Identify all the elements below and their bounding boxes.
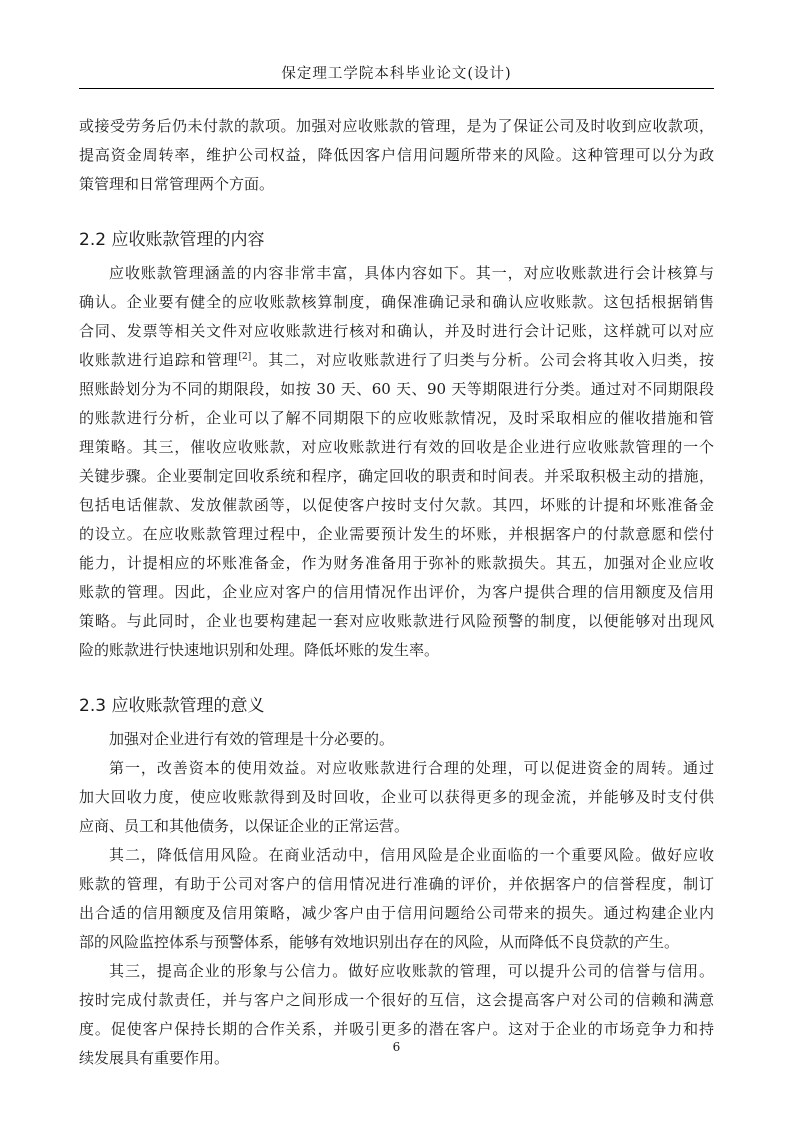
text-line: 第一，改善资本的使用效益。对应收账款进行合理的处理，可以促进资金的周转。通过 [109, 759, 714, 777]
text-line: 合同、发票等相关文件对应收账款进行核对和确认，并及时进行会计记账，这样就可以对应 [79, 322, 714, 340]
text-line [79, 346, 714, 375]
header-rule [79, 88, 714, 89]
text-line: 度。促使客户保持长期的合作关系，并吸引更多的潜在客户。这对于企业的市场竞争力和持 [79, 1020, 714, 1038]
text-span: 。其二，对应收账款进行了归类与分析。公司会将其收入归类，按 [251, 351, 714, 369]
text-line: 部的风险监控体系与预警体系，能够有效地识别出存在的风险，从而降低不良贷款的产生。 [79, 933, 680, 951]
text-line: 策管理和日常管理两个方面。 [79, 175, 275, 193]
text-line: 确认。企业要有健全的应收账款核算制度，确保准确记录和确认应收账款。这包括根据销售 [79, 293, 714, 311]
text-line: 的设立。在应收账款管理过程中，企业需要预计发生的坏账，并根据客户的付款意愿和偿付 [79, 525, 714, 543]
text-line: 出合适的信用额度及信用策略，减少客户由于信用问题给公司带来的损失。通过构建企业内 [79, 904, 714, 922]
section-heading-2-2: 2.2 应收账款管理的内容 [79, 230, 265, 250]
text-line: 关键步骤。企业要制定回收系统和程序，确定回收的职责和时间表。并采取积极主动的措施， [79, 467, 714, 485]
text-line: 加大回收力度，使应收账款得到及时回收，企业可以获得更多的现金流，并能够及时支付供 [79, 788, 714, 806]
text-line: 其三，提高企业的形象与公信力。做好应收账款的管理，可以提升公司的信誉与信用。 [109, 962, 714, 980]
intro-paragraph [79, 112, 714, 199]
section-2-3-paragraph-4 [79, 957, 714, 1073]
text-line: 险的账款进行快速地识别和处理。降低坏账的发生率。 [79, 641, 440, 659]
text-line: 策略。与此同时，企业也要构建起一套对应收账款进行风险预警的制度，以便能够对出现风 [79, 612, 714, 630]
text-line: 按时完成付款责任，并与客户之间形成一个很好的互信，这会提高客户对公司的信赖和满意 [79, 991, 714, 1009]
section-2-3-paragraph-3 [79, 841, 714, 957]
section-2-3-paragraph-1 [79, 725, 714, 754]
text-line: 账款的管理。因此，企业应对客户的信用情况作出评价，为客户提供合理的信用额度及信用 [79, 583, 714, 601]
text-line: 应收账款管理涵盖的内容非常丰富，具体内容如下。其一，对应收账款进行会计核算与 [109, 264, 714, 282]
text-line: 的账款进行分析，企业可以了解不同期限下的应收账款情况，及时采取相应的催收措施和管 [79, 409, 714, 427]
text-line: 或接受劳务后仍未付款的款项。加强对应收账款的管理，是为了保证公司及时收到应收款项， [79, 117, 714, 135]
page-number: 6 [392, 1040, 401, 1054]
text-line: 能力，计提相应的坏账准备金，作为财务准备用于弥补的账款损失。其五，加强对企业应收 [79, 554, 714, 572]
text-line: 续发展具有重要作用。 [79, 1049, 230, 1067]
text-line: 应商、员工和其他债务，以保证企业的正常运营。 [79, 817, 410, 835]
running-header: 保定理工学院本科毕业论文(设计) [281, 66, 512, 82]
text-line: 提高资金周转率，维护公司权益，降低因客户信用问题所带来的风险。这种管理可以分为政 [79, 146, 714, 164]
text-span: 收账款进行追踪和管理 [79, 351, 239, 369]
document-body [79, 112, 714, 1073]
citation-ref: [2] [238, 352, 252, 362]
text-line: 其二，降低信用风险。在商业活动中，信用风险是企业面临的一个重要风险。做好应收 [109, 846, 714, 864]
text-line: 账款的管理，有助于公司对客户的信用情况进行准确的评价，并依据客户的信誉程度，制订 [79, 875, 714, 893]
text-line: 照账龄划分为不同的期限段，如按 30 天、60 天、90 天等期限进行分类。通过对不同期限段 [79, 380, 714, 398]
text-line: 包括电话催款、发放催款函等，以促使客户按时支付欠款。其四，坏账的计提和坏账准备金 [79, 496, 714, 514]
section-heading-2-3: 2.3 应收账款管理的意义 [79, 696, 265, 716]
text-line: 加强对企业进行有效的管理是十分必要的。 [109, 730, 395, 748]
text-line: 理策略。其三，催收应收账款，对应收账款进行有效的回收是企业进行应收账款管理的一个 [79, 438, 714, 456]
section-2-2-paragraph [79, 259, 714, 665]
section-2-3-paragraph-2 [79, 754, 714, 841]
